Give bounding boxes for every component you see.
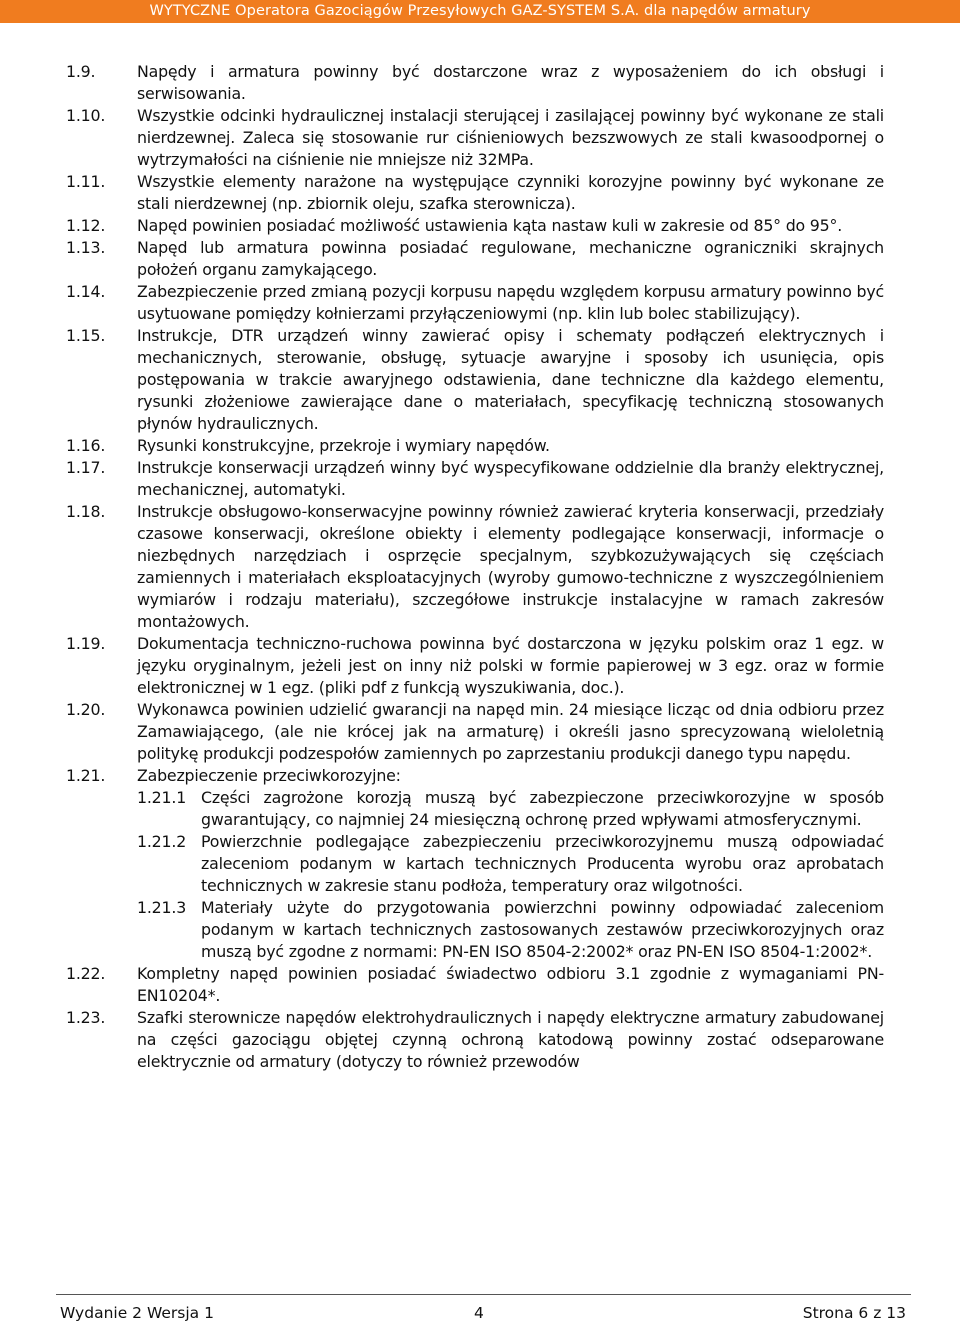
footer-divider xyxy=(56,1294,911,1295)
item-number: 1.12. xyxy=(66,216,106,235)
document-body xyxy=(66,61,884,1073)
sublist-item xyxy=(137,831,884,897)
list-item xyxy=(66,105,884,171)
list-item xyxy=(66,281,884,325)
list-item xyxy=(66,61,884,105)
footer-page-number: Strona 6 z 13 xyxy=(802,1304,906,1322)
item-text: Napęd lub armatura powinna posiadać regulowane, mechaniczne ograniczniki skrajnych położeń organu zamykającego. xyxy=(137,238,884,279)
item-number: 1.11. xyxy=(66,172,106,191)
item-number: 1.18. xyxy=(66,502,106,521)
item-text: Zabezpieczenie przeciwkorozyjne: xyxy=(137,766,401,785)
list-item xyxy=(66,699,884,765)
item-text: Napędy i armatura powinny być dostarczone wraz z wyposażeniem do ich obsługi i serwisowania. xyxy=(137,62,884,103)
list-item xyxy=(66,457,884,501)
sublist-item xyxy=(137,787,884,831)
list-item xyxy=(66,215,884,237)
subitem-text: Części zagrożone korozją muszą być zabezpieczone przeciwkorozyjne w sposób gwarantujący, co najmniej 24 miesięczną ochronę przed wpływami atmosferycznymi. xyxy=(201,788,884,829)
item-text: Instrukcje, DTR urządzeń winny zawierać opisy i schematy podłączeń elektrycznych i mechanicznych, sterowanie, obsługę, sytuacje awaryjne i sposoby ich usunięcia, opis postępowania w trakcie awaryjnego odstawienia, dane techniczne dla każdego elementu, rysunki złożeniowe zawierające dane o materiałach, specyfikację techniczną stosowanych płynów hydraulicznych. xyxy=(137,326,884,433)
list-item xyxy=(66,963,884,1007)
document-header: WYTYCZNE Operatora Gazociągów Przesyłowych GAZ-SYSTEM S.A. dla napędów armatury xyxy=(0,0,960,23)
item-text: Szafki sterownicze napędów elektrohydraulicznych i napędy elektryczne armatury zabudowanej na części gazociągu objętej czynną ochroną katodową powinny zostać odseparowane elektrycznie od armatury (dotyczy to również przewodów xyxy=(137,1008,884,1071)
item-number: 1.16. xyxy=(66,436,106,455)
item-number: 1.22. xyxy=(66,964,106,983)
item-number: 1.20. xyxy=(66,700,106,719)
item-text: Dokumentacja techniczno-ruchowa powinna być dostarczona w języku polskim oraz 1 egz. w języku oryginalnym, jeżeli jest on inny niż polski w formie papierowej w 3 egz. oraz w formie elektronicznej w 1 egz. (pliki pdf z funkcją wyszukiwania, doc.). xyxy=(137,634,884,697)
list-item xyxy=(66,325,884,435)
list-item xyxy=(66,501,884,633)
item-text: Instrukcje konserwacji urządzeń winny być wyspecyfikowane oddzielnie dla branży elektrycznej, mechanicznej, automatyki. xyxy=(137,458,884,499)
footer-center-number: 4 xyxy=(474,1304,484,1322)
item-number: 1.9. xyxy=(66,62,96,81)
item-text: Kompletny napęd powinien posiadać świadectwo odbioru 3.1 zgodnie z wymaganiami PN-EN10204*. xyxy=(137,964,884,1005)
item-text: Zabezpieczenie przed zmianą pozycji korpusu napędu względem korpusu armatury powinno być usytuowane pomiędzy kołnierzami przyłączeniowymi (np. klin lub bolec stabilizujący). xyxy=(137,282,884,323)
subitem-text: Materiały użyte do przygotowania powierzchni powinny odpowiadać zaleceniom podanym w kartach technicznych zastosowanych zestawów przeciwkorozyjnych oraz muszą być zgodne z normami: PN-EN ISO 8504-2:2002* oraz PN-EN ISO 8504-1:2002*. xyxy=(201,898,884,961)
item-number: 1.17. xyxy=(66,458,106,477)
subitem-number: 1.21.3 xyxy=(137,898,187,917)
item-text: Wszystkie odcinki hydraulicznej instalacji sterującej i zasilającej powinny być wykonane ze stali nierdzewnej. Zaleca się stosowanie rur ciśnieniowych bezszwowych ze stali kwasoodpornej o wytrzymałości na ciśnienie nie mniejsze niż 32MPa. xyxy=(137,106,884,169)
item-number: 1.10. xyxy=(66,106,106,125)
item-text: Wszystkie elementy narażone na występujące czynniki korozyjne powinny być wykonane ze stali nierdzewnej (np. zbiornik oleju, szafka sterownicza). xyxy=(137,172,884,213)
list-item xyxy=(66,237,884,281)
list-item xyxy=(66,171,884,215)
item-number: 1.13. xyxy=(66,238,106,257)
item-text: Rysunki konstrukcyjne, przekroje i wymiary napędów. xyxy=(137,436,550,455)
list-item xyxy=(66,633,884,699)
sublist-item xyxy=(137,897,884,963)
item-text: Napęd powinien posiadać możliwość ustawienia kąta nastaw kuli w zakresie od 85° do 95°. xyxy=(137,216,843,235)
item-number: 1.15. xyxy=(66,326,106,345)
subitem-text: Powierzchnie podlegające zabezpieczeniu przeciwkorozyjnemu muszą odpowiadać zaleceniom podanym w kartach technicznych Producenta wyrobu oraz aprobatach technicznych w zakresie stanu podłoża, temperatury oraz wilgotności. xyxy=(201,832,884,895)
list-item xyxy=(66,1007,884,1073)
footer-edition: Wydanie 2 Wersja 1 xyxy=(60,1304,214,1322)
item-number: 1.21. xyxy=(66,766,106,785)
list-item xyxy=(66,435,884,457)
item-text: Instrukcje obsługowo-konserwacyjne powinny również zawierać kryteria konserwacji, przedziały czasowe konserwacji, określone obiekty i elementy podlegające konserwacji, informacje o niezbędnych narzędziach i osprzęcie specjalnym, szybkozużywających się częściach zamiennych i materiałach eksploatacyjnych (wyroby gumowo-techniczne z wyszczególnieniem wymiarów i rodzaju materiału), szczegółowe instrukcje instalacyjne w ramach zakresów montażowych. xyxy=(137,502,884,631)
list-item xyxy=(66,765,884,787)
item-text: Wykonawca powinien udzielić gwarancji na napęd min. 24 miesiące licząc od dnia odbioru przez Zamawiającego, (ale nie krócej jak na armaturę) i określi jasno sprecyzowaną wieloletnią politykę produkcji podzespołów zamiennych po zaprzestaniu produkcji danego typu napędu. xyxy=(137,700,884,763)
subitem-number: 1.21.2 xyxy=(137,832,187,851)
subitem-number: 1.21.1 xyxy=(137,788,187,807)
item-number: 1.14. xyxy=(66,282,106,301)
item-number: 1.23. xyxy=(66,1008,106,1027)
item-number: 1.19. xyxy=(66,634,106,653)
sublist xyxy=(66,787,884,963)
